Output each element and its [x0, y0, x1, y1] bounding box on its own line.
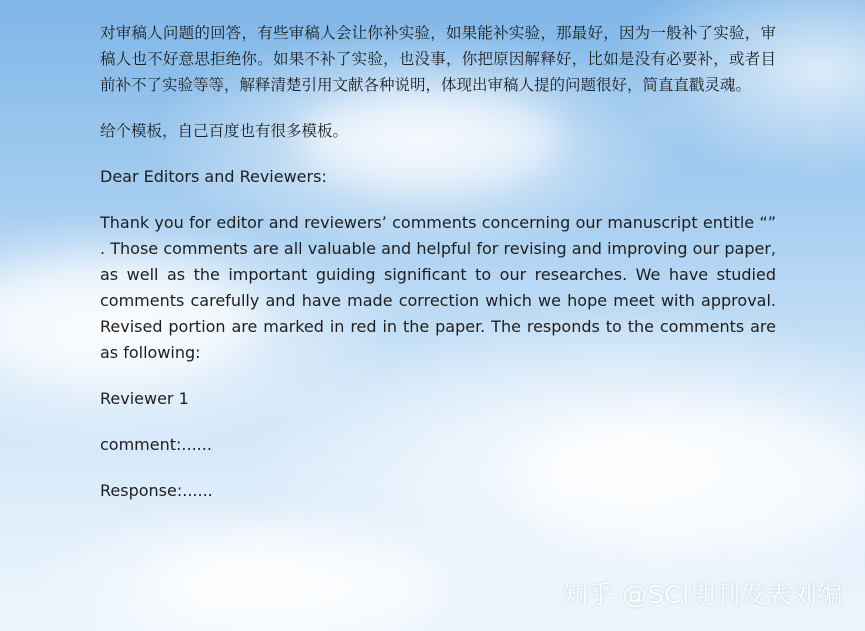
- comment-line: comment:......: [100, 435, 212, 454]
- watermark: 知乎 @SCI期刊发表刘编: [562, 580, 843, 609]
- article-content: [100, 20, 776, 524]
- salutation: Dear Editors and Reviewers:: [100, 167, 327, 186]
- reviewer-heading: Reviewer 1: [100, 389, 189, 408]
- letter-body: Thank you for editor and reviewers’ comments concerning our manuscript entitle “” . Those comments are all valuable and helpful for revising and improving our paper, as well as the important guiding significant to our researches. We have studied comments carefully and have made correction which we hope meet with approval. Revised portion are marked in red in the paper. The responds to the comments are as following:: [100, 213, 776, 362]
- response-line: Response:......: [100, 481, 213, 500]
- intro-paragraph: 对审稿人问题的回答，有些审稿人会让你补实验，如果能补实验，那最好，因为一般补了实验，审稿人也不好意思拒绝你。如果不补了实验，也没事，你把原因解释好，比如是没有必要补，或者目前补不了实验等等，解释清楚引用文献各种说明，体现出审稿人提的问题很好，简直直戳灵魂。: [100, 24, 776, 94]
- template-note: 给个模板，自己百度也有很多模板。: [100, 122, 349, 140]
- cloud-decoration: [150, 540, 450, 630]
